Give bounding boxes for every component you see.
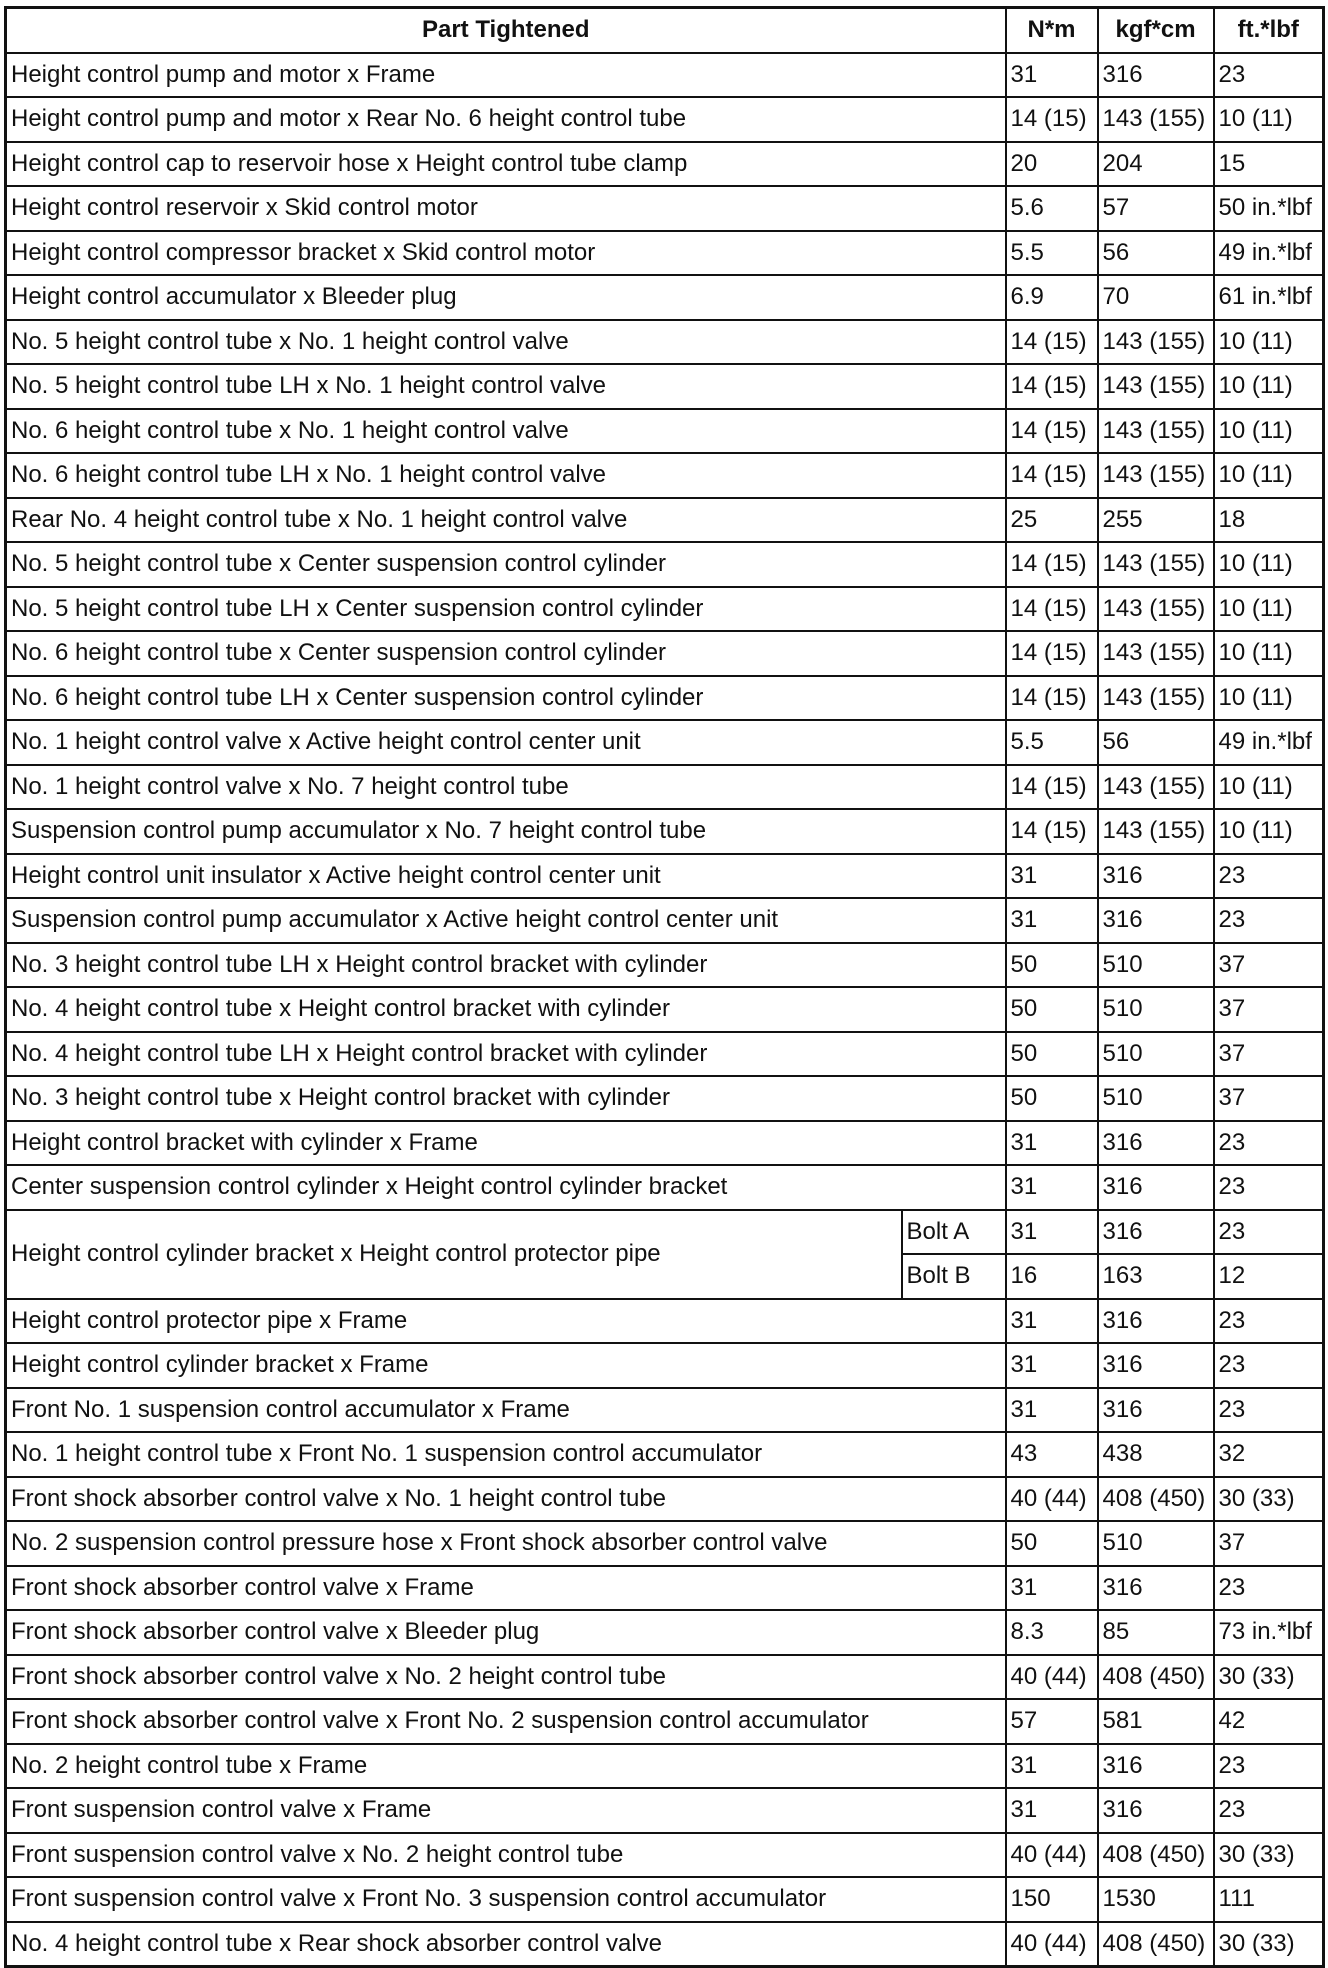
part-cell: No. 4 height control tube LH x Height control bracket with cylinder — [6, 1032, 1006, 1077]
nm-cell: 31 — [1006, 1165, 1098, 1210]
table-row — [6, 142, 1324, 187]
nm-cell: 14 (15) — [1006, 587, 1098, 632]
ft-lbf-cell: 23 — [1214, 1788, 1324, 1833]
kgf-cm-cell: 316 — [1098, 1566, 1214, 1611]
ft-lbf-cell: 23 — [1214, 1165, 1324, 1210]
kgf-cm-cell: 316 — [1098, 53, 1214, 98]
table-row — [6, 97, 1324, 142]
nm-cell: 40 (44) — [1006, 1655, 1098, 1700]
kgf-cm-cell: 143 (155) — [1098, 676, 1214, 721]
ft-lbf-cell: 23 — [1214, 1210, 1324, 1255]
table-row — [6, 1032, 1324, 1077]
kgf-cm-cell: 316 — [1098, 1210, 1214, 1255]
part-cell: No. 5 height control tube x No. 1 height control valve — [6, 320, 1006, 365]
table-row — [6, 898, 1324, 943]
part-cell: No. 6 height control tube LH x No. 1 height control valve — [6, 453, 1006, 498]
part-cell: No. 6 height control tube x Center suspension control cylinder — [6, 631, 1006, 676]
part-cell: Height control pump and motor x Rear No. 6 height control tube — [6, 97, 1006, 142]
nm-cell: 150 — [1006, 1877, 1098, 1922]
table-row — [6, 1922, 1324, 1967]
nm-cell: 8.3 — [1006, 1610, 1098, 1655]
ft-lbf-cell: 23 — [1214, 53, 1324, 98]
table-row-split-bolt-a — [6, 1210, 1324, 1255]
part-cell: No. 3 height control tube x Height control bracket with cylinder — [6, 1076, 1006, 1121]
part-cell: No. 5 height control tube x Center suspension control cylinder — [6, 542, 1006, 587]
ft-lbf-cell: 10 (11) — [1214, 364, 1324, 409]
kgf-cm-cell: 510 — [1098, 987, 1214, 1032]
part-cell: Height control protector pipe x Frame — [6, 1299, 1006, 1344]
table-row — [6, 542, 1324, 587]
kgf-cm-cell: 143 (155) — [1098, 542, 1214, 587]
kgf-cm-cell: 204 — [1098, 142, 1214, 187]
table-row — [6, 1388, 1324, 1433]
kgf-cm-cell: 163 — [1098, 1254, 1214, 1299]
part-cell: No. 1 height control valve x No. 7 height control tube — [6, 765, 1006, 810]
nm-cell: 31 — [1006, 1388, 1098, 1433]
part-cell: No. 5 height control tube LH x Center suspension control cylinder — [6, 587, 1006, 632]
ft-lbf-cell: 30 (33) — [1214, 1477, 1324, 1522]
part-cell: No. 1 height control valve x Active height control center unit — [6, 720, 1006, 765]
ft-lbf-cell: 23 — [1214, 854, 1324, 899]
kgf-cm-cell: 316 — [1098, 1744, 1214, 1789]
kgf-cm-cell: 408 (450) — [1098, 1655, 1214, 1700]
ft-lbf-cell: 10 (11) — [1214, 631, 1324, 676]
ft-lbf-cell: 49 in.*lbf — [1214, 720, 1324, 765]
table-row — [6, 320, 1324, 365]
part-cell: Height control compressor bracket x Skid control motor — [6, 231, 1006, 276]
nm-cell: 40 (44) — [1006, 1833, 1098, 1878]
part-cell: No. 4 height control tube x Rear shock absorber control valve — [6, 1922, 1006, 1967]
table-row — [6, 587, 1324, 632]
nm-cell: 50 — [1006, 1076, 1098, 1121]
table-row — [6, 453, 1324, 498]
kgf-cm-cell: 143 (155) — [1098, 765, 1214, 810]
ft-lbf-cell: 10 (11) — [1214, 97, 1324, 142]
table-row — [6, 275, 1324, 320]
nm-cell: 14 (15) — [1006, 97, 1098, 142]
bolt-label-cell: Bolt A — [902, 1210, 1006, 1255]
ft-lbf-cell: 37 — [1214, 987, 1324, 1032]
ft-lbf-cell: 10 (11) — [1214, 453, 1324, 498]
ft-lbf-cell: 10 (11) — [1214, 587, 1324, 632]
nm-cell: 14 (15) — [1006, 409, 1098, 454]
ft-lbf-cell: 10 (11) — [1214, 542, 1324, 587]
kgf-cm-cell: 316 — [1098, 854, 1214, 899]
part-cell: Front No. 1 suspension control accumulator x Frame — [6, 1388, 1006, 1433]
ft-lbf-cell: 30 (33) — [1214, 1833, 1324, 1878]
nm-cell: 5.6 — [1006, 186, 1098, 231]
kgf-cm-cell: 143 (155) — [1098, 364, 1214, 409]
kgf-cm-cell: 581 — [1098, 1699, 1214, 1744]
ft-lbf-cell: 111 — [1214, 1877, 1324, 1922]
kgf-cm-cell: 143 (155) — [1098, 409, 1214, 454]
header-nm: N*m — [1006, 8, 1098, 53]
kgf-cm-cell: 316 — [1098, 1121, 1214, 1166]
table-row — [6, 53, 1324, 98]
kgf-cm-cell: 85 — [1098, 1610, 1214, 1655]
nm-cell: 31 — [1006, 1299, 1098, 1344]
nm-cell: 50 — [1006, 1521, 1098, 1566]
kgf-cm-cell: 1530 — [1098, 1877, 1214, 1922]
ft-lbf-cell: 30 (33) — [1214, 1922, 1324, 1967]
nm-cell: 14 (15) — [1006, 765, 1098, 810]
nm-cell: 31 — [1006, 854, 1098, 899]
part-cell: No. 6 height control tube LH x Center suspension control cylinder — [6, 676, 1006, 721]
part-cell: Suspension control pump accumulator x Active height control center unit — [6, 898, 1006, 943]
kgf-cm-cell: 143 (155) — [1098, 587, 1214, 632]
table-row — [6, 1744, 1324, 1789]
kgf-cm-cell: 255 — [1098, 498, 1214, 543]
nm-cell: 31 — [1006, 1566, 1098, 1611]
ft-lbf-cell: 10 (11) — [1214, 676, 1324, 721]
ft-lbf-cell: 61 in.*lbf — [1214, 275, 1324, 320]
part-cell: No. 4 height control tube x Height control bracket with cylinder — [6, 987, 1006, 1032]
nm-cell: 31 — [1006, 1744, 1098, 1789]
ft-lbf-cell: 49 in.*lbf — [1214, 231, 1324, 276]
table-row — [6, 1343, 1324, 1388]
bolt-label-cell: Bolt B — [902, 1254, 1006, 1299]
kgf-cm-cell: 316 — [1098, 1299, 1214, 1344]
kgf-cm-cell: 143 (155) — [1098, 809, 1214, 854]
table-row — [6, 409, 1324, 454]
kgf-cm-cell: 143 (155) — [1098, 320, 1214, 365]
nm-cell: 25 — [1006, 498, 1098, 543]
table-row — [6, 1432, 1324, 1477]
ft-lbf-cell: 23 — [1214, 1121, 1324, 1166]
table-row — [6, 720, 1324, 765]
nm-cell: 5.5 — [1006, 720, 1098, 765]
table-row — [6, 943, 1324, 988]
part-cell: Rear No. 4 height control tube x No. 1 height control valve — [6, 498, 1006, 543]
part-cell: No. 5 height control tube LH x No. 1 height control valve — [6, 364, 1006, 409]
ft-lbf-cell: 23 — [1214, 898, 1324, 943]
table-row — [6, 631, 1324, 676]
part-cell: Front shock absorber control valve x Bleeder plug — [6, 1610, 1006, 1655]
table-row — [6, 1833, 1324, 1878]
kgf-cm-cell: 510 — [1098, 1076, 1214, 1121]
nm-cell: 57 — [1006, 1699, 1098, 1744]
table-row — [6, 1877, 1324, 1922]
table-row — [6, 676, 1324, 721]
kgf-cm-cell: 57 — [1098, 186, 1214, 231]
ft-lbf-cell: 37 — [1214, 1032, 1324, 1077]
table-row — [6, 1121, 1324, 1166]
table-header-row — [6, 8, 1324, 53]
kgf-cm-cell: 408 (450) — [1098, 1477, 1214, 1522]
table-row — [6, 1076, 1324, 1121]
kgf-cm-cell: 408 (450) — [1098, 1922, 1214, 1967]
header-kgf-cm: kgf*cm — [1098, 8, 1214, 53]
nm-cell: 40 (44) — [1006, 1922, 1098, 1967]
kgf-cm-cell: 510 — [1098, 1521, 1214, 1566]
part-cell: Front shock absorber control valve x No. 2 height control tube — [6, 1655, 1006, 1700]
ft-lbf-cell: 42 — [1214, 1699, 1324, 1744]
ft-lbf-cell: 32 — [1214, 1432, 1324, 1477]
table-row — [6, 186, 1324, 231]
ft-lbf-cell: 23 — [1214, 1744, 1324, 1789]
part-cell: Front shock absorber control valve x Front No. 2 suspension control accumulator — [6, 1699, 1006, 1744]
table-row — [6, 1610, 1324, 1655]
nm-cell: 14 (15) — [1006, 631, 1098, 676]
ft-lbf-cell: 15 — [1214, 142, 1324, 187]
table-row — [6, 1566, 1324, 1611]
kgf-cm-cell: 438 — [1098, 1432, 1214, 1477]
part-cell: Front suspension control valve x Frame — [6, 1788, 1006, 1833]
header-part-tightened: Part Tightened — [6, 8, 1006, 53]
ft-lbf-cell: 23 — [1214, 1343, 1324, 1388]
nm-cell: 6.9 — [1006, 275, 1098, 320]
part-cell: No. 2 suspension control pressure hose x Front shock absorber control valve — [6, 1521, 1006, 1566]
kgf-cm-cell: 56 — [1098, 720, 1214, 765]
kgf-cm-cell: 316 — [1098, 1343, 1214, 1388]
ft-lbf-cell: 23 — [1214, 1566, 1324, 1611]
nm-cell: 20 — [1006, 142, 1098, 187]
kgf-cm-cell: 316 — [1098, 1165, 1214, 1210]
kgf-cm-cell: 316 — [1098, 1388, 1214, 1433]
table-row — [6, 1521, 1324, 1566]
header-ft-lbf: ft.*lbf — [1214, 8, 1324, 53]
ft-lbf-cell: 10 (11) — [1214, 409, 1324, 454]
part-cell: No. 2 height control tube x Frame — [6, 1744, 1006, 1789]
table-row — [6, 765, 1324, 810]
nm-cell: 14 (15) — [1006, 542, 1098, 587]
part-cell: No. 6 height control tube x No. 1 height control valve — [6, 409, 1006, 454]
kgf-cm-cell: 316 — [1098, 1788, 1214, 1833]
table-row — [6, 1477, 1324, 1522]
part-cell: Front shock absorber control valve x Frame — [6, 1566, 1006, 1611]
ft-lbf-cell: 37 — [1214, 1076, 1324, 1121]
ft-lbf-cell: 37 — [1214, 943, 1324, 988]
ft-lbf-cell: 73 in.*lbf — [1214, 1610, 1324, 1655]
table-row — [6, 231, 1324, 276]
table-row — [6, 364, 1324, 409]
nm-cell: 31 — [1006, 1121, 1098, 1166]
table-row — [6, 854, 1324, 899]
nm-cell: 14 (15) — [1006, 809, 1098, 854]
nm-cell: 31 — [1006, 1343, 1098, 1388]
nm-cell: 40 (44) — [1006, 1477, 1098, 1522]
nm-cell: 14 (15) — [1006, 320, 1098, 365]
ft-lbf-cell: 23 — [1214, 1388, 1324, 1433]
part-cell: Height control accumulator x Bleeder plug — [6, 275, 1006, 320]
kgf-cm-cell: 316 — [1098, 898, 1214, 943]
part-cell: Center suspension control cylinder x Height control cylinder bracket — [6, 1165, 1006, 1210]
kgf-cm-cell: 510 — [1098, 1032, 1214, 1077]
ft-lbf-cell: 10 (11) — [1214, 765, 1324, 810]
nm-cell: 31 — [1006, 1210, 1098, 1255]
ft-lbf-cell: 50 in.*lbf — [1214, 186, 1324, 231]
kgf-cm-cell: 56 — [1098, 231, 1214, 276]
nm-cell: 14 (15) — [1006, 676, 1098, 721]
table-row — [6, 1165, 1324, 1210]
part-cell: Height control bracket with cylinder x Frame — [6, 1121, 1006, 1166]
kgf-cm-cell: 408 (450) — [1098, 1833, 1214, 1878]
table-row — [6, 1699, 1324, 1744]
nm-cell: 16 — [1006, 1254, 1098, 1299]
part-cell: Height control cylinder bracket x Height control protector pipe — [6, 1210, 902, 1299]
nm-cell: 14 (15) — [1006, 364, 1098, 409]
ft-lbf-cell: 10 (11) — [1214, 320, 1324, 365]
part-cell: No. 1 height control tube x Front No. 1 suspension control accumulator — [6, 1432, 1006, 1477]
torque-spec-document — [4, 6, 1322, 1968]
part-cell: Height control cylinder bracket x Frame — [6, 1343, 1006, 1388]
part-cell: Suspension control pump accumulator x No. 7 height control tube — [6, 809, 1006, 854]
kgf-cm-cell: 143 (155) — [1098, 453, 1214, 498]
nm-cell: 43 — [1006, 1432, 1098, 1477]
ft-lbf-cell: 18 — [1214, 498, 1324, 543]
table-row — [6, 1655, 1324, 1700]
part-cell: Height control cap to reservoir hose x Height control tube clamp — [6, 142, 1006, 187]
nm-cell: 50 — [1006, 943, 1098, 988]
nm-cell: 50 — [1006, 1032, 1098, 1077]
nm-cell: 31 — [1006, 898, 1098, 943]
kgf-cm-cell: 510 — [1098, 943, 1214, 988]
ft-lbf-cell: 23 — [1214, 1299, 1324, 1344]
nm-cell: 31 — [1006, 1788, 1098, 1833]
ft-lbf-cell: 10 (11) — [1214, 809, 1324, 854]
table-row — [6, 987, 1324, 1032]
nm-cell: 50 — [1006, 987, 1098, 1032]
table-row — [6, 1299, 1324, 1344]
ft-lbf-cell: 37 — [1214, 1521, 1324, 1566]
part-cell: Front shock absorber control valve x No. 1 height control tube — [6, 1477, 1006, 1522]
nm-cell: 14 (15) — [1006, 453, 1098, 498]
kgf-cm-cell: 143 (155) — [1098, 631, 1214, 676]
part-cell: No. 3 height control tube LH x Height control bracket with cylinder — [6, 943, 1006, 988]
table-row — [6, 498, 1324, 543]
part-cell: Front suspension control valve x Front No. 3 suspension control accumulator — [6, 1877, 1006, 1922]
part-cell: Height control reservoir x Skid control motor — [6, 186, 1006, 231]
kgf-cm-cell: 70 — [1098, 275, 1214, 320]
nm-cell: 31 — [1006, 53, 1098, 98]
table-row — [6, 809, 1324, 854]
nm-cell: 5.5 — [1006, 231, 1098, 276]
part-cell: Height control pump and motor x Frame — [6, 53, 1006, 98]
kgf-cm-cell: 143 (155) — [1098, 97, 1214, 142]
ft-lbf-cell: 12 — [1214, 1254, 1324, 1299]
torque-spec-table — [4, 6, 1325, 1968]
table-body — [6, 53, 1324, 1967]
ft-lbf-cell: 30 (33) — [1214, 1655, 1324, 1700]
part-cell: Height control unit insulator x Active height control center unit — [6, 854, 1006, 899]
table-row — [6, 1788, 1324, 1833]
part-cell: Front suspension control valve x No. 2 height control tube — [6, 1833, 1006, 1878]
